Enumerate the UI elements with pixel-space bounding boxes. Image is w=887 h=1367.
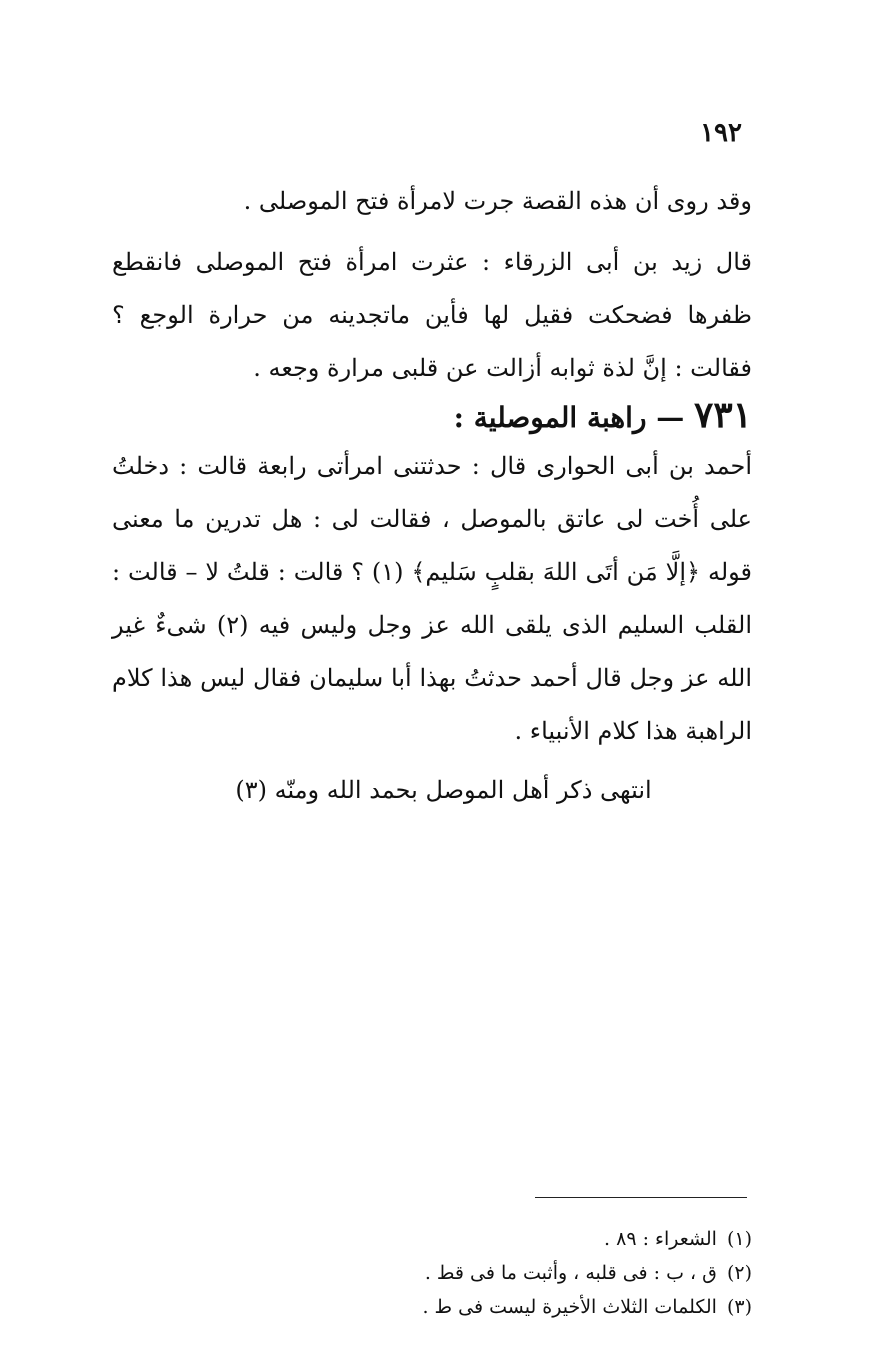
footnote-2: [112, 1256, 752, 1290]
paragraph-rabia: أحمد بن أبى الحوارى قال : حدثتنى امرأتى رابعة قالت : دخلتُ على أُخت لى عاتق بالموصل ، فقالت لى : هل تدرين ما معنى قوله ﴿إلَّا مَن أتَى اللهَ بقلبٍ سَليم﴾ (١) ؟ قالت : قلتُ لا – قالت : القلب السليم الذى يلقى الله عز وجل وليس فيه (٢) شىءٌ غير الله عز وجل قال أحمد حدثتُ بهذا أبا سليمان فقال ليس هذا كلام الراهبة هذا كلام الأنبياء .: [112, 452, 753, 745]
entry-heading: [112, 390, 752, 443]
footnote-divider: [535, 1197, 747, 1198]
entry-title: راهبة الموصلية :: [453, 401, 647, 434]
footnote-3: [112, 1290, 752, 1324]
footnote-text: ق ، ب : فى قلبه ، وأثبت ما فى قط .: [424, 1262, 717, 1284]
entry-number: ٧٣١: [693, 394, 752, 436]
footnote-mark: (٣): [726, 1296, 752, 1318]
page-number: ١٩٢: [700, 118, 742, 148]
paragraph-zayd: قال زيد بن أبى الزرقاء : عثرت امرأة فتح الموصلى فانقطع ظفرها فضحكت فقيل لها فأين ماتجدينه من حرارة الوجع ؟ فقالت : إنَّ لذة ثوابه أزالت عن قلبى مرارة وجعه .: [112, 248, 752, 382]
footnote-mark: (٢): [726, 1262, 752, 1284]
footnote-1: [112, 1222, 752, 1256]
intro-line: وقد روى أن هذه القصة جرت لامرأة فتح الموصلى .: [243, 187, 752, 215]
footnote-mark: (١): [726, 1228, 752, 1250]
entry-dash: —: [656, 401, 685, 434]
footnotes: [112, 1222, 752, 1324]
footnote-text: الكلمات الثلاث الأخيرة ليست فى ط .: [422, 1296, 717, 1318]
closing-line: انتهى ذكر أهل الموصل بحمد الله ومنّه (٣): [235, 776, 652, 804]
footnote-text: الشعراء : ٨٩ .: [604, 1228, 717, 1250]
